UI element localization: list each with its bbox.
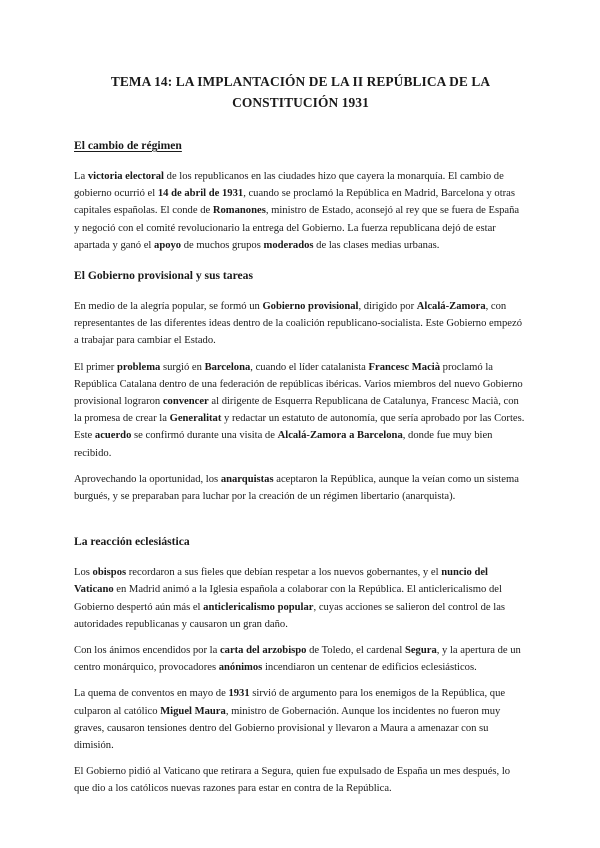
bold-text: anticlericalismo popular <box>203 601 314 613</box>
page-title <box>74 72 527 113</box>
bold-text: nuncio del Vaticano <box>74 567 488 596</box>
bold-text: moderados <box>263 239 314 251</box>
section-heading-gobierno-provisional: El Gobierno provisional y sus tareas <box>74 269 253 283</box>
bold-text: Miguel Maura <box>160 705 226 717</box>
paragraph: En medio de la alegría popular, se formó un Gobierno provisional, dirigido por Alcalá-Zamora, con representantes de las diferentes ideas dentro de la coalición republicano-socialista. Este Gobierno empezó a trabajar para cambiar el Estado. <box>74 301 522 347</box>
bold-text: acuerdo <box>94 430 132 442</box>
bold-text: apoyo <box>154 239 182 251</box>
bold-text: convencer <box>162 396 209 408</box>
bold-text: anarquistas <box>220 473 274 485</box>
bold-text: Gobierno provisional <box>262 301 359 313</box>
section-heading-cambio-regimen: El cambio de régimen <box>74 139 182 152</box>
title-line-2: CONSTITUCIÓN 1931 <box>232 94 369 110</box>
bold-text: anónimos <box>218 662 263 674</box>
paragraph: Los obispos recordaron a sus fieles que debían respetar a los nuevos gobernantes, y el nuncio del Vaticano en Madrid animó a la Iglesia española a colaborar con la República. El anticlericalismo del Gobierno despertó aún más el anticlericalismo popular, cuyas acciones se salieron del control de las autoridades republicanas y causaron un gran daño. <box>74 567 506 630</box>
bold-text: victoria electoral <box>87 171 165 182</box>
bold-text: Segura <box>404 645 437 657</box>
paragraph: La quema de conventos en mayo de 1931 sirvió de argumento para los enemigos de la República, que culparon al católico Miguel Maura, ministro de Gobernación. Aunque los incidentes no fueron muy graves, causaron tensiones dentro del Gobierno provisional y llevaron a Maura a amenazar con su dimisión. <box>74 688 506 752</box>
bold-text: Barcelona <box>204 361 251 373</box>
bold-text: obispos <box>92 567 127 579</box>
bold-text: problema <box>116 361 161 373</box>
paragraph: El primer problema surgió en Barcelona, cuando el líder catalanista Francesc Macià proclamó la República Catalana dentro de una federación de repúblicas ibéricas. Varios miembros del nuevo Gobierno provisional lograron convencer al dirigente de Esquerra Republicana de Catalunya, Francesc Macià, con la promesa de crear la Generalitat y redactar un estatuto de autonomía, que sería aprobado por las Cortes. Este acuerdo se confirmó durante una visita de Alcalá-Zamora a Barcelona, donde fue muy bien recibido. <box>74 361 525 459</box>
bold-text: Generalitat <box>169 413 222 425</box>
bold-text: 14 de abril de 1931 <box>157 188 244 200</box>
section-heading-reaccion-eclesiastica: La reacción eclesiástica <box>74 535 190 549</box>
paragraph: Aprovechando la oportunidad, los anarquistas aceptaron la República, aunque la veían como un sistema burgués, y se preparaban para luchar por la creación de un régimen libertario (anarquista). <box>74 473 519 503</box>
bold-text: Francesc Macià <box>368 361 441 373</box>
paragraph: La victoria electoral de los republicanos en las ciudades hizo que cayera la monarquía. El cambio de gobierno ocurrió el 14 de abril de 1931, cuando se proclamó la República en Madrid, Barcelona y otras capitales españolas. El conde de Romanones, ministro de Estado, aconsejó al rey que se fuera de España y negoció con el comité revolucionario la entrega del Gobierno. La fuerza republicana dejó de estar apartada y ganó el apoyo de muchos grupos moderados de las clases medias urbanas. <box>74 171 520 251</box>
bold-text: Alcalá-Zamora <box>416 301 486 313</box>
title-line-1: TEMA 14: LA IMPLANTACIÓN DE LA II REPÚBLICA DE LA <box>110 74 491 89</box>
bold-text: carta del arzobispo <box>219 645 307 657</box>
bold-text: 1931 <box>228 688 250 700</box>
bold-text: Alcalá-Zamora a Barcelona <box>277 430 403 442</box>
paragraph: El Gobierno pidió al Vaticano que retirara a Segura, quien fue expulsado de España un mes después, lo que dio a los católicos nuevas razones para estar en contra de la República. <box>74 766 511 795</box>
bold-text: Romanones <box>212 205 266 217</box>
paragraph: Con los ánimos encendidos por la carta del arzobispo de Toledo, el cardenal Segura, y la apertura de un centro monárquico, provocadores anónimos incendiaron un centenar de edificios eclesiásticos. <box>74 645 521 674</box>
